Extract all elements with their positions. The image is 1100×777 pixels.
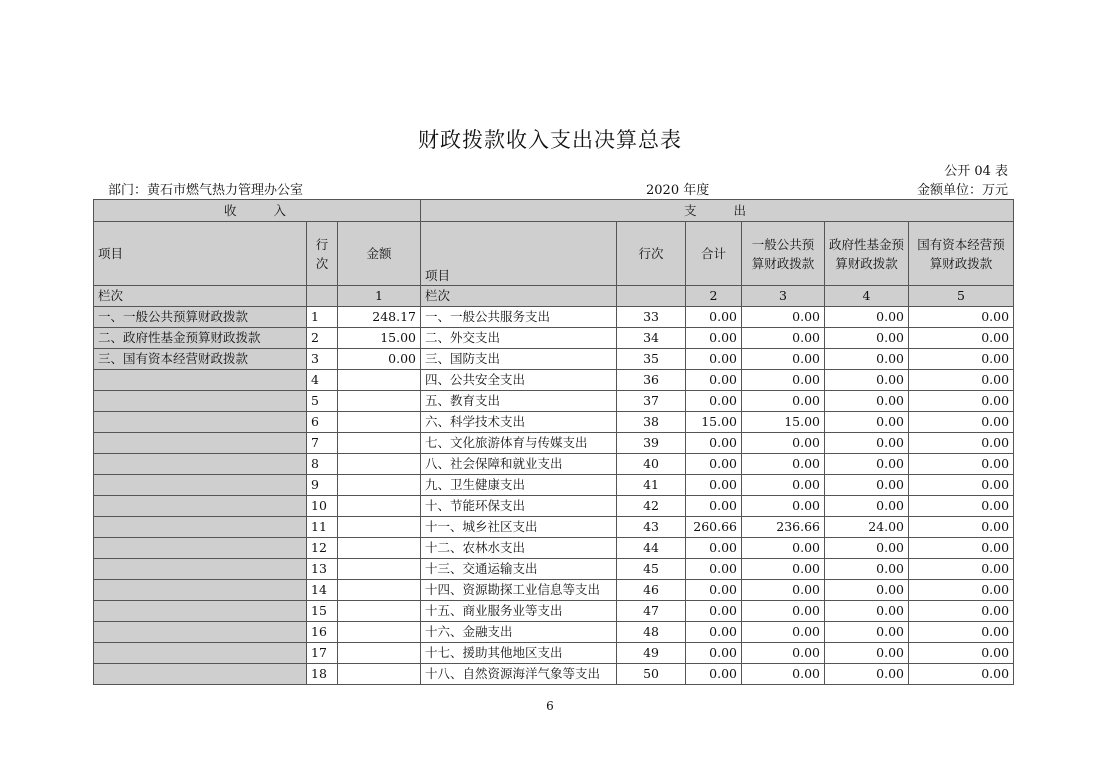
expense-fund: 0.00 <box>825 454 909 475</box>
col-fund-budget: 政府性基金预算财政拨款 <box>825 222 909 286</box>
col-income-row-no: 行次 <box>307 222 338 286</box>
income-row-no: 1 <box>307 307 338 328</box>
table-row <box>94 349 1014 370</box>
expense-fund: 0.00 <box>825 475 909 496</box>
col-income-item: 项目 <box>94 222 307 286</box>
expense-general: 0.00 <box>742 391 825 412</box>
table-row <box>94 496 1014 517</box>
income-row-no: 15 <box>307 601 338 622</box>
expense-general: 236.66 <box>742 517 825 538</box>
table-row <box>94 538 1014 559</box>
lanci-fund: 4 <box>825 286 909 307</box>
expense-general: 0.00 <box>742 622 825 643</box>
expense-state: 0.00 <box>909 496 1014 517</box>
income-item <box>94 601 307 622</box>
page-number: 6 <box>546 699 554 713</box>
expense-item: 四、公共安全支出 <box>421 370 617 391</box>
expense-fund: 0.00 <box>825 370 909 391</box>
expense-item: 十四、资源勘探工业信息等支出 <box>421 580 617 601</box>
expense-item: 二、外交支出 <box>421 328 617 349</box>
expense-row-no: 43 <box>617 517 686 538</box>
expense-fund: 0.00 <box>825 391 909 412</box>
expense-state: 0.00 <box>909 559 1014 580</box>
income-row-no: 14 <box>307 580 338 601</box>
expense-total: 0.00 <box>686 643 742 664</box>
income-row-no: 6 <box>307 412 338 433</box>
income-item: 三、国有资本经营财政拨款 <box>94 349 307 370</box>
expense-general: 0.00 <box>742 601 825 622</box>
income-row-no: 2 <box>307 328 338 349</box>
expense-row-no: 47 <box>617 601 686 622</box>
expense-total: 15.00 <box>686 412 742 433</box>
expense-state: 0.00 <box>909 538 1014 559</box>
expense-fund: 0.00 <box>825 601 909 622</box>
lanci-row <box>94 286 1014 307</box>
expense-fund: 0.00 <box>825 412 909 433</box>
income-amount <box>338 538 421 559</box>
income-row-no: 10 <box>307 496 338 517</box>
income-item <box>94 475 307 496</box>
expense-state: 0.00 <box>909 307 1014 328</box>
expense-row-no: 45 <box>617 559 686 580</box>
income-amount <box>338 412 421 433</box>
income-row-no: 8 <box>307 454 338 475</box>
income-item: 一、一般公共预算财政拨款 <box>94 307 307 328</box>
income-row-no: 13 <box>307 559 338 580</box>
col-expense-row-no: 行次 <box>617 222 686 286</box>
expense-row-no: 48 <box>617 622 686 643</box>
income-amount <box>338 559 421 580</box>
expense-general: 0.00 <box>742 664 825 685</box>
expense-state: 0.00 <box>909 370 1014 391</box>
income-item <box>94 454 307 475</box>
expense-total: 0.00 <box>686 349 742 370</box>
income-row-no: 9 <box>307 475 338 496</box>
expense-item: 一、一般公共服务支出 <box>421 307 617 328</box>
income-amount: 15.00 <box>338 328 421 349</box>
income-item <box>94 496 307 517</box>
table-row <box>94 412 1014 433</box>
expense-row-no: 42 <box>617 496 686 517</box>
expense-total: 0.00 <box>686 664 742 685</box>
expense-item: 十三、交通运输支出 <box>421 559 617 580</box>
expense-fund: 0.00 <box>825 307 909 328</box>
page-title: 财政拨款收入支出决算总表 <box>418 128 682 152</box>
expense-total: 0.00 <box>686 475 742 496</box>
income-item <box>94 622 307 643</box>
expense-state: 0.00 <box>909 391 1014 412</box>
table-row <box>94 391 1014 412</box>
expense-row-no: 40 <box>617 454 686 475</box>
expense-state: 0.00 <box>909 349 1014 370</box>
income-row-no: 16 <box>307 622 338 643</box>
budget-table <box>93 199 1014 685</box>
expense-general: 0.00 <box>742 454 825 475</box>
table-row <box>94 307 1014 328</box>
table-row <box>94 454 1014 475</box>
expense-total: 0.00 <box>686 433 742 454</box>
table-row <box>94 580 1014 601</box>
income-amount <box>338 643 421 664</box>
lanci-exp-empty <box>617 286 686 307</box>
table-row <box>94 601 1014 622</box>
col-expense-item: 项目 <box>421 222 617 286</box>
expense-total: 0.00 <box>686 622 742 643</box>
expense-fund: 0.00 <box>825 622 909 643</box>
expense-general: 0.00 <box>742 370 825 391</box>
expense-general: 0.00 <box>742 538 825 559</box>
expense-fund: 0.00 <box>825 559 909 580</box>
expense-item: 六、科学技术支出 <box>421 412 617 433</box>
expense-total: 0.00 <box>686 328 742 349</box>
expense-general: 0.00 <box>742 643 825 664</box>
income-item <box>94 433 307 454</box>
income-amount <box>338 433 421 454</box>
income-amount <box>338 370 421 391</box>
expense-state: 0.00 <box>909 433 1014 454</box>
col-state-capital: 国有资本经营预算财政拨款 <box>909 222 1014 286</box>
income-amount <box>338 580 421 601</box>
income-row-no: 7 <box>307 433 338 454</box>
table-row <box>94 475 1014 496</box>
expense-total: 0.00 <box>686 370 742 391</box>
lanci-amount: 1 <box>338 286 421 307</box>
expense-item: 七、文化旅游体育与传媒支出 <box>421 433 617 454</box>
expense-general: 0.00 <box>742 307 825 328</box>
lanci-state: 5 <box>909 286 1014 307</box>
expense-row-no: 46 <box>617 580 686 601</box>
income-row-no: 3 <box>307 349 338 370</box>
income-item <box>94 664 307 685</box>
income-row-no: 12 <box>307 538 338 559</box>
fiscal-year: 2020 年度 <box>646 183 710 198</box>
expense-item: 三、国防支出 <box>421 349 617 370</box>
expense-item: 十八、自然资源海洋气象等支出 <box>421 664 617 685</box>
expense-row-no: 37 <box>617 391 686 412</box>
expense-state: 0.00 <box>909 664 1014 685</box>
expense-total: 0.00 <box>686 454 742 475</box>
expense-state: 0.00 <box>909 328 1014 349</box>
expense-item: 十六、金融支出 <box>421 622 617 643</box>
income-item <box>94 580 307 601</box>
col-general-budget: 一般公共预算财政拨款 <box>742 222 825 286</box>
expense-row-no: 44 <box>617 538 686 559</box>
expense-row-no: 35 <box>617 349 686 370</box>
table-row <box>94 559 1014 580</box>
lanci-label: 栏次 <box>94 286 307 307</box>
expense-row-no: 41 <box>617 475 686 496</box>
expense-state: 0.00 <box>909 580 1014 601</box>
expense-fund: 0.00 <box>825 328 909 349</box>
expense-general: 0.00 <box>742 580 825 601</box>
expense-state: 0.00 <box>909 412 1014 433</box>
income-row-no: 11 <box>307 517 338 538</box>
expense-fund: 0.00 <box>825 496 909 517</box>
income-item <box>94 517 307 538</box>
income-row-no: 5 <box>307 391 338 412</box>
expense-total: 0.00 <box>686 580 742 601</box>
expense-fund: 24.00 <box>825 517 909 538</box>
income-amount: 248.17 <box>338 307 421 328</box>
expense-row-no: 33 <box>617 307 686 328</box>
expense-item: 八、社会保障和就业支出 <box>421 454 617 475</box>
income-item <box>94 391 307 412</box>
lanci-total: 2 <box>686 286 742 307</box>
lanci-exp-label: 栏次 <box>421 286 617 307</box>
table-row <box>94 622 1014 643</box>
income-item <box>94 538 307 559</box>
income-item <box>94 643 307 664</box>
expense-state: 0.00 <box>909 622 1014 643</box>
income-item: 二、政府性基金预算财政拨款 <box>94 328 307 349</box>
income-row-no: 17 <box>307 643 338 664</box>
income-item <box>94 559 307 580</box>
expense-general: 0.00 <box>742 328 825 349</box>
expense-general: 0.00 <box>742 475 825 496</box>
income-item <box>94 370 307 391</box>
income-row-no: 4 <box>307 370 338 391</box>
income-amount <box>338 391 421 412</box>
expense-fund: 0.00 <box>825 433 909 454</box>
expense-fund: 0.00 <box>825 580 909 601</box>
table-row <box>94 664 1014 685</box>
expense-total: 0.00 <box>686 601 742 622</box>
expense-section-header: 支 出 <box>421 200 1014 222</box>
expense-row-no: 50 <box>617 664 686 685</box>
expense-row-no: 49 <box>617 643 686 664</box>
income-amount <box>338 601 421 622</box>
expense-total: 0.00 <box>686 391 742 412</box>
expense-fund: 0.00 <box>825 664 909 685</box>
amount-unit: 金额单位：万元 <box>916 183 1008 198</box>
expense-item: 十五、商业服务业等支出 <box>421 601 617 622</box>
col-income-amount: 金额 <box>338 222 421 286</box>
income-amount <box>338 517 421 538</box>
table-row <box>94 433 1014 454</box>
expense-item: 十一、城乡社区支出 <box>421 517 617 538</box>
expense-item: 十二、农林水支出 <box>421 538 617 559</box>
table-row <box>94 517 1014 538</box>
section-header-row <box>94 200 1014 222</box>
expense-total: 0.00 <box>686 559 742 580</box>
expense-fund: 0.00 <box>825 643 909 664</box>
table-row <box>94 328 1014 349</box>
table-row <box>94 370 1014 391</box>
expense-fund: 0.00 <box>825 538 909 559</box>
expense-state: 0.00 <box>909 517 1014 538</box>
expense-row-no: 36 <box>617 370 686 391</box>
expense-general: 0.00 <box>742 559 825 580</box>
expense-general: 0.00 <box>742 349 825 370</box>
income-amount <box>338 475 421 496</box>
expense-general: 15.00 <box>742 412 825 433</box>
table-row <box>94 643 1014 664</box>
expense-item: 五、教育支出 <box>421 391 617 412</box>
column-header-row <box>94 222 1014 286</box>
income-amount <box>338 664 421 685</box>
lanci-general: 3 <box>742 286 825 307</box>
expense-general: 0.00 <box>742 496 825 517</box>
income-amount: 0.00 <box>338 349 421 370</box>
income-amount <box>338 454 421 475</box>
expense-state: 0.00 <box>909 601 1014 622</box>
department-label: 部门：黄石市燃气热力管理办公室 <box>108 183 304 198</box>
lanci-empty <box>307 286 338 307</box>
expense-total: 0.00 <box>686 307 742 328</box>
expense-fund: 0.00 <box>825 349 909 370</box>
col-total: 合计 <box>686 222 742 286</box>
form-number: 公开 04 表 <box>944 164 1008 179</box>
expense-state: 0.00 <box>909 475 1014 496</box>
expense-state: 0.00 <box>909 454 1014 475</box>
expense-row-no: 34 <box>617 328 686 349</box>
income-section-header: 收 入 <box>94 200 421 222</box>
expense-state: 0.00 <box>909 643 1014 664</box>
income-amount <box>338 496 421 517</box>
expense-item: 十七、援助其他地区支出 <box>421 643 617 664</box>
expense-total: 0.00 <box>686 496 742 517</box>
income-item <box>94 412 307 433</box>
expense-total: 260.66 <box>686 517 742 538</box>
income-row-no: 18 <box>307 664 338 685</box>
expense-total: 0.00 <box>686 538 742 559</box>
income-amount <box>338 622 421 643</box>
expense-general: 0.00 <box>742 433 825 454</box>
expense-item: 九、卫生健康支出 <box>421 475 617 496</box>
expense-row-no: 39 <box>617 433 686 454</box>
expense-row-no: 38 <box>617 412 686 433</box>
expense-item: 十、节能环保支出 <box>421 496 617 517</box>
